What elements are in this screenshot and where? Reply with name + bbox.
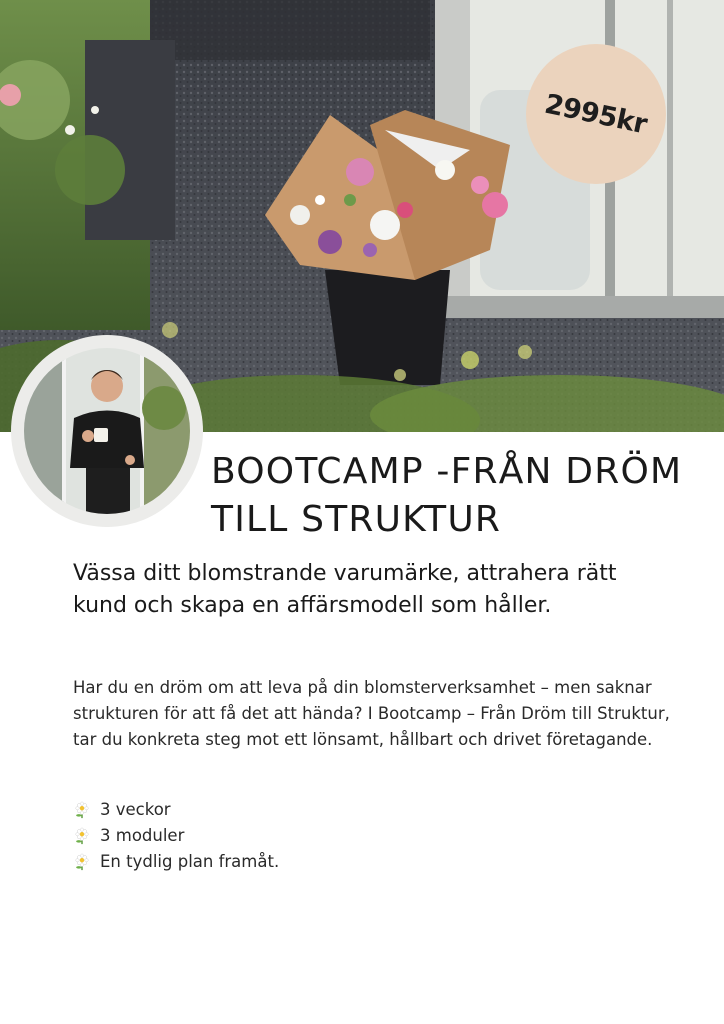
feature-label: 3 veckor: [100, 800, 171, 819]
course-subtitle: Vässa ditt blomstrande varumärke, attrahera rätt kund och skapa en affärsmodell som håller.: [73, 561, 617, 618]
feature-list: [73, 797, 279, 875]
price-badge: [526, 44, 666, 184]
daisy-icon: [73, 827, 91, 845]
daisy-icon: [73, 801, 91, 819]
feature-label: 3 moduler: [100, 826, 185, 845]
list-item: [73, 849, 279, 875]
list-item: [73, 797, 279, 823]
course-title: BOOTCAMP -FRÅN DRÖM TILL STRUKTUR: [211, 451, 683, 540]
daisy-icon: [73, 853, 91, 871]
price-label: 2995kr: [542, 88, 650, 140]
list-item: [73, 823, 279, 849]
course-description: Har du en dröm om att leva på din blomsterverksamhet – men saknar strukturen för att få det att hända? I Bootcamp – Från Dröm till Struktur, tar du konkreta steg mot ett lönsamt, hållbart och drivet företagande.: [73, 678, 670, 749]
avatar: [11, 335, 203, 527]
avatar-photo: [24, 348, 190, 514]
feature-label: En tydlig plan framåt.: [100, 852, 280, 871]
